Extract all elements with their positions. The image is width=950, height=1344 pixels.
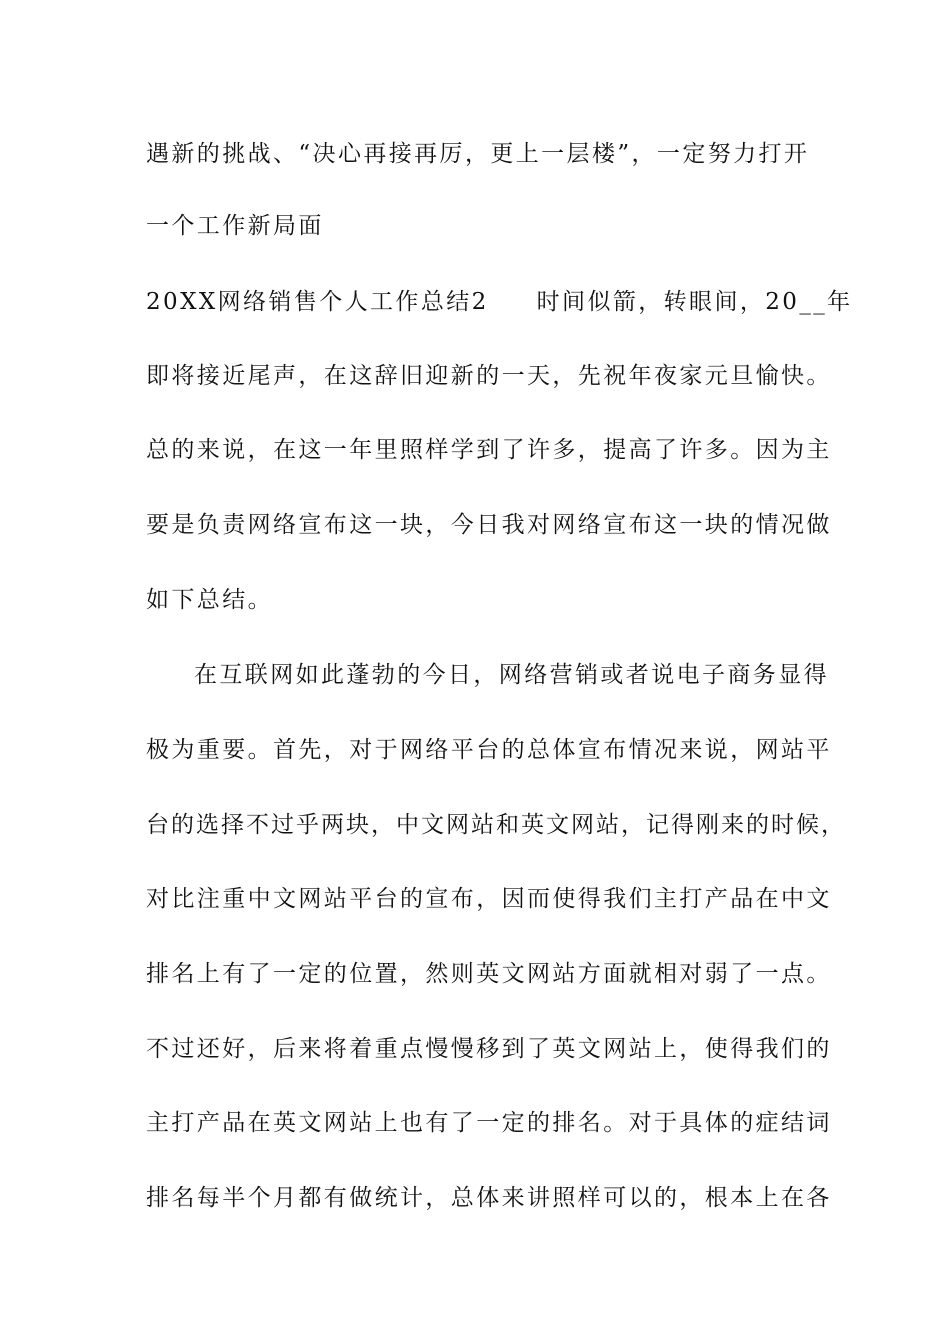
text-line: 排名每半个月都有做统计，总体来讲照样可以的，根本上在各	[146, 1185, 832, 1211]
text-line: 排名上有了一定的位置，然则英文网站方面就相对弱了一点。	[146, 961, 832, 987]
text-line: 一个工作新局面	[146, 213, 324, 239]
text-line: 即将接近尾声，在这辞旧迎新的一天，先祝年夜家元旦愉快。	[146, 363, 832, 389]
text-line: 要是负责网络宣布这一块，今日我对网络宣布这一块的情况做	[146, 512, 832, 538]
text-line: 如下总结。	[146, 587, 273, 613]
section-heading: 20XX网络销售个人工作总结2	[146, 289, 489, 315]
text-line: 主打产品在英文网站上也有了一定的排名。对于具体的症结词	[146, 1110, 832, 1136]
text-line: 不过还好，后来将着重点慢慢移到了英文网站上，使得我们的	[146, 1036, 832, 1062]
section-heading-line	[146, 282, 853, 322]
text-line: 台的选择不过乎两块，中文网站和英文网站，记得刚来的时候，	[146, 812, 846, 838]
text-line: 时间似箭，转眼间，20__年	[536, 289, 853, 315]
text-line: 总的来说，在这一年里照样学到了许多，提高了许多。因为主	[146, 437, 832, 463]
text-line: 遇新的挑战、“决心再接再厉，更上一层楼”，一定努力打开	[146, 141, 810, 167]
text-line: 对比注重中文网站平台的宣布，因而使得我们主打产品在中文	[146, 886, 832, 912]
paragraph-first-line: 在互联网如此蓬勃的今日，网络营销或者说电子商务显得	[194, 662, 829, 688]
text-line: 极为重要。首先，对于网络平台的总体宣布情况来说，网站平	[146, 737, 832, 763]
